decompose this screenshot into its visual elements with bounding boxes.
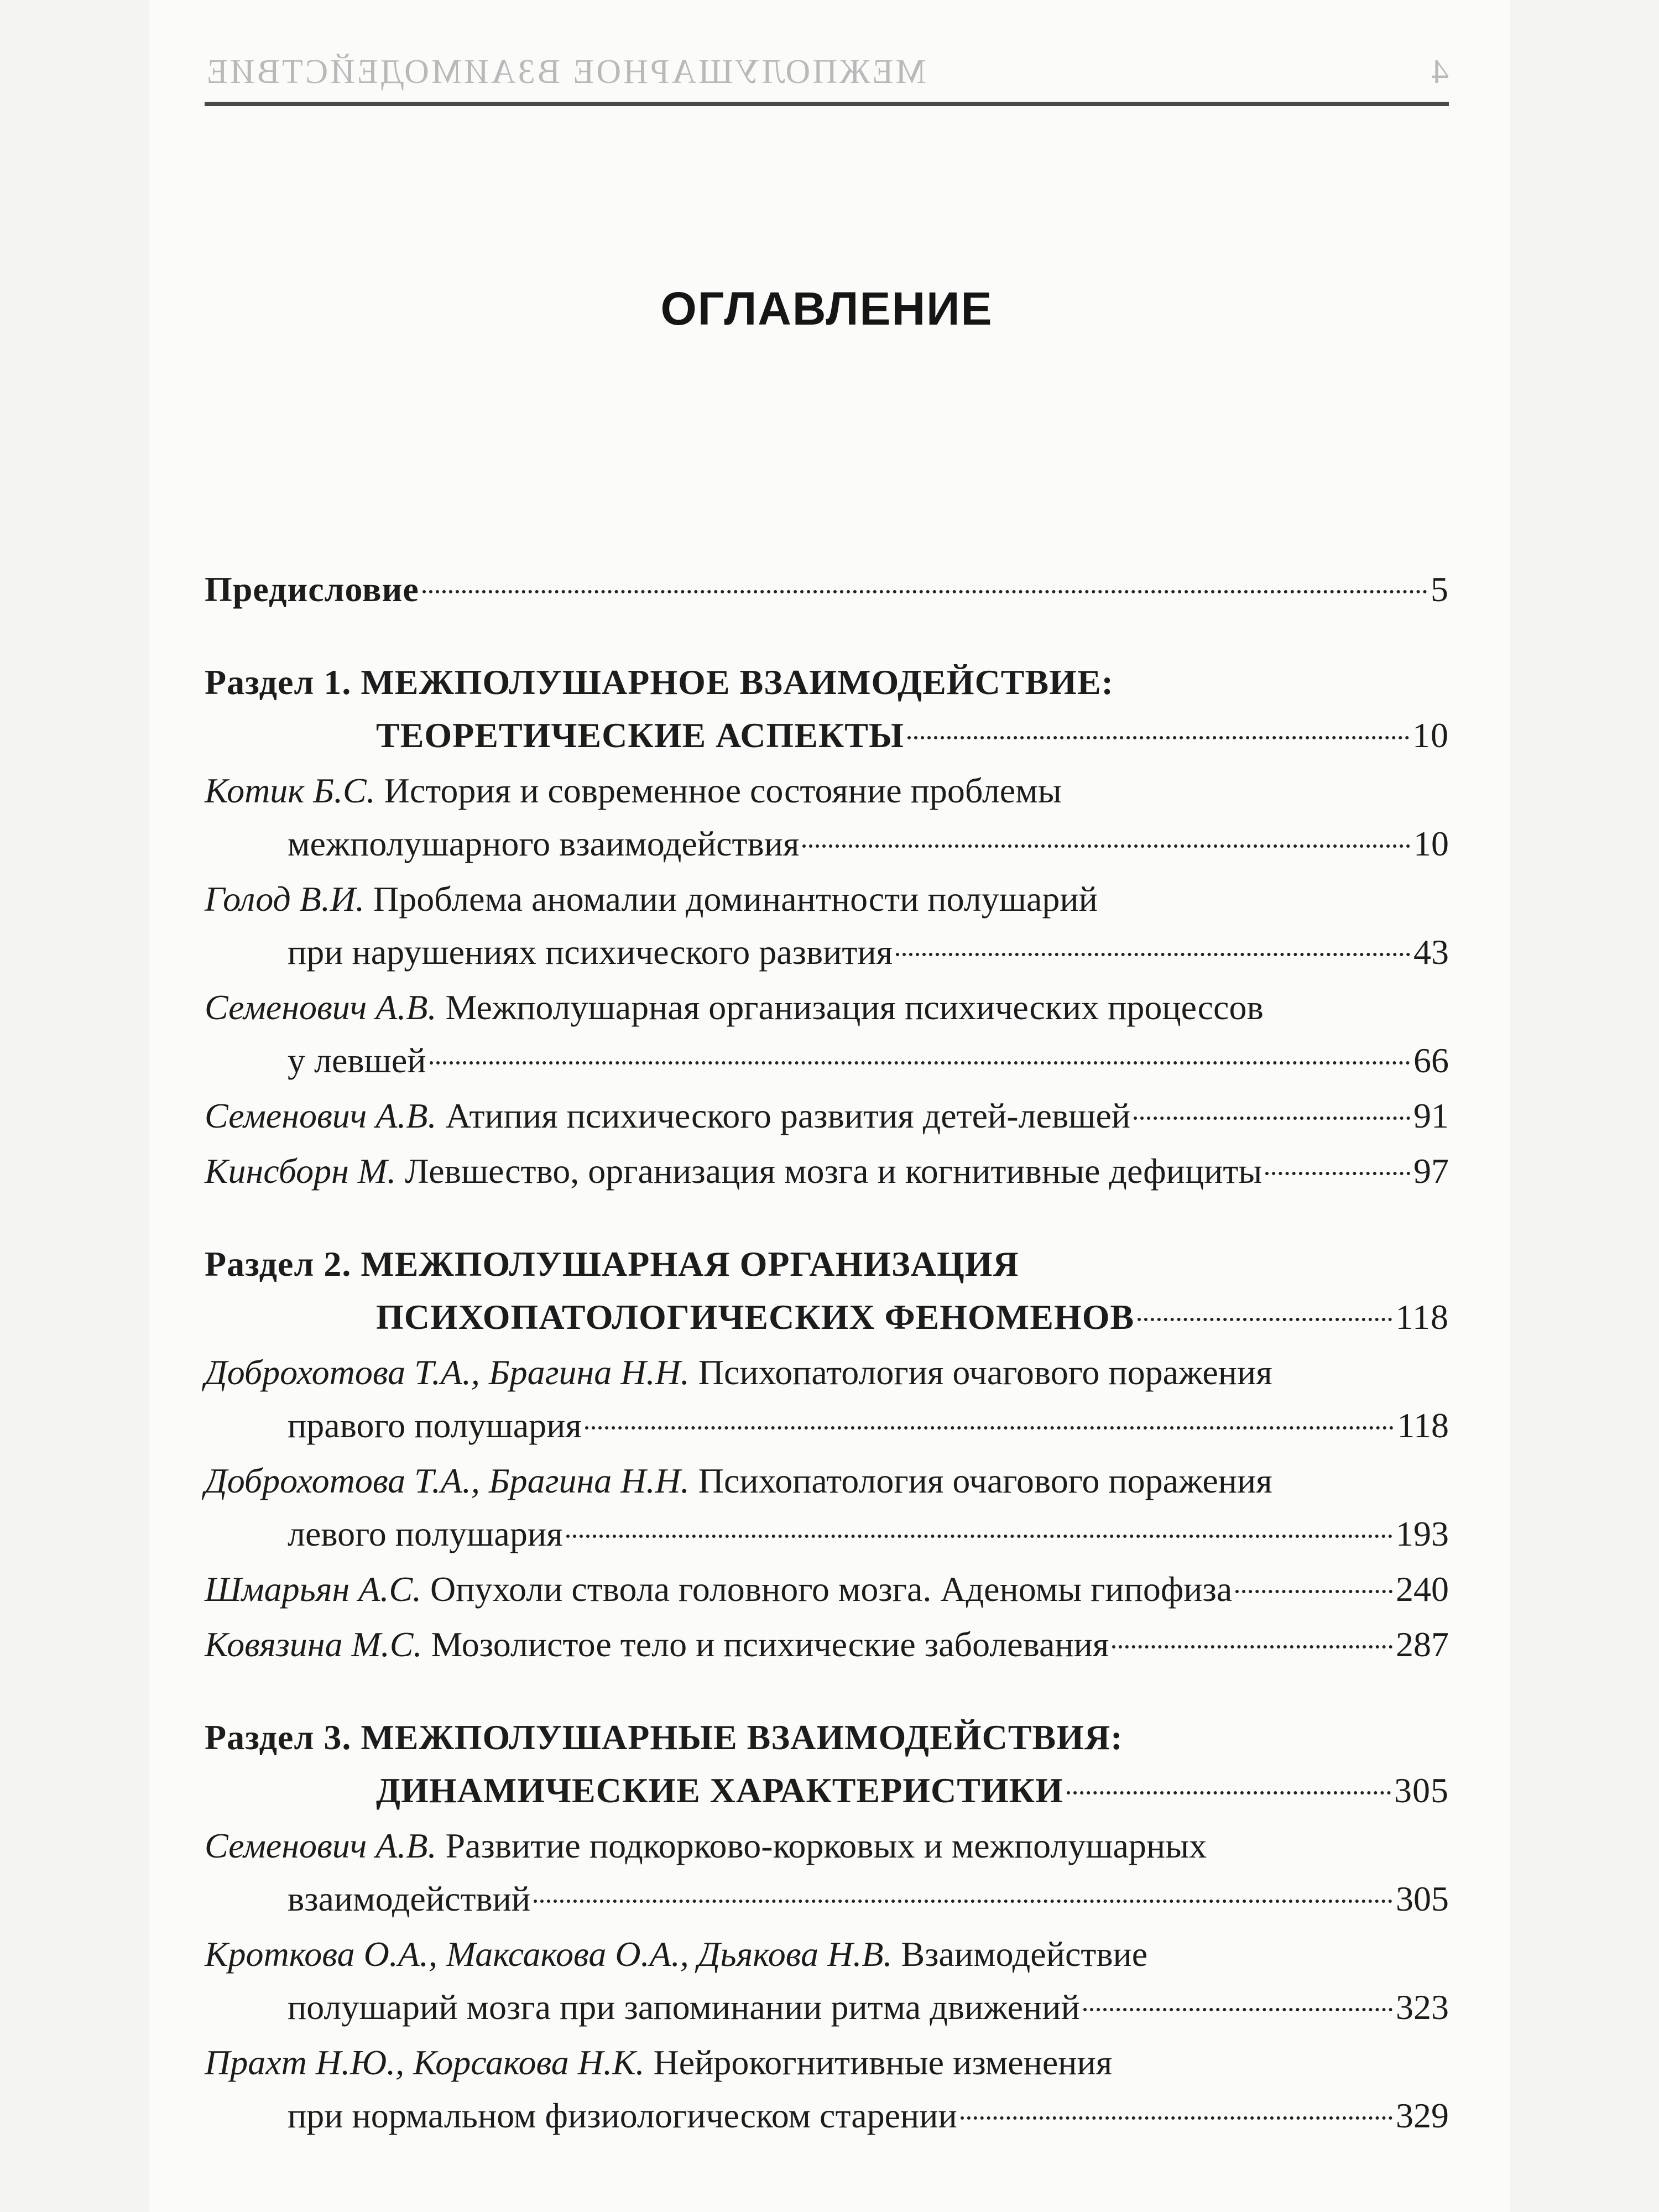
dot-leader — [585, 1426, 1394, 1430]
toc-entry — [205, 1928, 1449, 2034]
page-number: 305 — [1396, 1879, 1449, 1918]
section-heading: ТЕОРЕТИЧЕСКИЕ АСПЕКТЫ — [376, 716, 904, 755]
bleed-through-page-number: 4 — [1430, 53, 1449, 91]
page-number: 287 — [1396, 1625, 1449, 1664]
entry-author: Кроткова О.А., Максакова О.А., Дьякова Н.В. — [205, 1934, 893, 1974]
dot-leader — [1235, 1590, 1392, 1593]
section-heading: Раздел 3. МЕЖПОЛУШАРНЫЕ ВЗАИМОДЕЙСТВИЯ: — [205, 1718, 1123, 1757]
table-of-contents — [205, 547, 1449, 2142]
page-number: 91 — [1413, 1096, 1449, 1135]
dot-leader — [1112, 1645, 1392, 1648]
toc-entry — [205, 764, 1449, 870]
entry-title: левого полушария — [288, 1514, 563, 1553]
entry-title: Развитие подкорково-корковых и межполушарных — [445, 1826, 1207, 1865]
dot-leader — [1083, 2008, 1392, 2011]
dot-leader — [1138, 1318, 1392, 1321]
dot-leader — [566, 1535, 1393, 1538]
page-number: 10 — [1413, 824, 1449, 863]
page-number: 193 — [1396, 1514, 1449, 1553]
bleed-through-running-title: МЕЖПОЛУШАРНОЕ ВЗАИМОДЕЙСТВИЕ — [205, 53, 926, 91]
page-number: 118 — [1397, 1406, 1449, 1445]
toc-entry — [205, 1563, 1449, 1616]
page-number: 97 — [1413, 1151, 1449, 1191]
entry-title: Проблема аномалии доминантности полушарий — [373, 879, 1098, 919]
header-rule — [205, 102, 1449, 106]
page-number: 329 — [1396, 2096, 1449, 2135]
page-number: 323 — [1396, 1987, 1449, 2027]
dot-leader — [961, 2116, 1392, 2120]
dot-leader — [534, 1900, 1392, 1903]
entry-title: у левшей — [288, 1041, 426, 1080]
entry-author: Кинсборн М. — [205, 1151, 397, 1191]
dot-leader — [907, 736, 1409, 739]
bleed-through-header — [205, 39, 1449, 105]
toc-entry — [205, 1346, 1449, 1452]
toc-section-2 — [205, 1238, 1449, 1344]
page-number: 5 — [1431, 570, 1449, 609]
toc-preface — [205, 563, 1449, 616]
dot-leader — [802, 844, 1410, 848]
entry-title: Взаимодействие — [901, 1934, 1148, 1974]
entry-author: Доброхотова Т.А., Брагина Н.Н. — [205, 1461, 690, 1500]
entry-title: полушарий мозга при запоминании ритма движений — [288, 1987, 1080, 2027]
toc-entry — [205, 1618, 1449, 1671]
entry-title: Межполушарная организация психических процессов — [445, 988, 1264, 1027]
section-heading: Раздел 1. МЕЖПОЛУШАРНОЕ ВЗАИМОДЕЙСТВИЕ: — [205, 662, 1114, 702]
dot-leader — [1067, 1791, 1391, 1794]
entry-title: межполушарного взаимодействия — [288, 824, 800, 863]
entry-author: Семенович А.В. — [205, 988, 437, 1027]
entry-author: Котик Б.С. — [205, 771, 375, 810]
entry-author: Семенович А.В. — [205, 1096, 437, 1135]
entry-author: Голод В.И. — [205, 879, 365, 919]
page-number: 305 — [1394, 1771, 1449, 1810]
preface-label: Предисловие — [205, 570, 419, 609]
section-heading: ДИНАМИЧЕСКИЕ ХАРАКТЕРИСТИКИ — [376, 1771, 1063, 1810]
section-heading: ПСИХОПАТОЛОГИЧЕСКИХ ФЕНОМЕНОВ — [376, 1297, 1135, 1337]
entry-title: Атипия психического развития детей-левшей — [445, 1096, 1131, 1135]
dot-leader — [422, 590, 1427, 593]
entry-title: Опухоли ствола головного мозга. Аденомы гипофиза — [430, 1569, 1233, 1609]
dot-leader — [1265, 1172, 1410, 1175]
toc-entry — [205, 1089, 1449, 1142]
page-number: 66 — [1413, 1041, 1449, 1080]
entry-title: при нормальном физиологическом старении — [288, 2096, 957, 2135]
dot-leader — [430, 1061, 1411, 1065]
page-number: 240 — [1396, 1569, 1449, 1609]
toc-entry — [205, 1454, 1449, 1561]
entry-title: Мозолистое тело и психические заболевания — [431, 1625, 1109, 1664]
entry-title: История и современное состояние проблемы — [384, 771, 1062, 810]
dot-leader — [1134, 1117, 1410, 1120]
entry-author: Доброхотова Т.А., Брагина Н.Н. — [205, 1353, 690, 1392]
entry-author: Шмарьян А.С. — [205, 1569, 421, 1609]
entry-title: при нарушениях психического развития — [288, 932, 893, 972]
page-number: 118 — [1395, 1297, 1449, 1337]
entry-title: Психопатология очагового поражения — [698, 1353, 1272, 1392]
dot-leader — [896, 953, 1410, 956]
toc-section-1 — [205, 656, 1449, 762]
toc-entry — [205, 1819, 1449, 1926]
toc-entry — [205, 981, 1449, 1087]
page-number: 43 — [1413, 932, 1449, 972]
page-title: ОГЛАВЛЕНИЕ — [660, 283, 993, 335]
toc-entry — [205, 1145, 1449, 1198]
toc-entry — [205, 2036, 1449, 2142]
entry-author: Ковязина М.С. — [205, 1625, 422, 1664]
toc-entry — [205, 873, 1449, 979]
toc-section-3 — [205, 1711, 1449, 1817]
entry-title: Левшество, организация мозга и когнитивные дефициты — [405, 1151, 1262, 1191]
entry-author: Прахт Н.Ю., Корсакова Н.К. — [205, 2043, 645, 2082]
entry-title: Нейрокогнитивные изменения — [653, 2043, 1113, 2082]
section-heading: Раздел 2. МЕЖПОЛУШАРНАЯ ОРГАНИЗАЦИЯ — [205, 1244, 1019, 1284]
page-number: 10 — [1412, 716, 1449, 755]
entry-title: правого полушария — [288, 1406, 582, 1445]
entry-author: Семенович А.В. — [205, 1826, 437, 1865]
entry-title: Психопатология очагового поражения — [698, 1461, 1272, 1500]
entry-title: взаимодействий — [288, 1879, 531, 1918]
